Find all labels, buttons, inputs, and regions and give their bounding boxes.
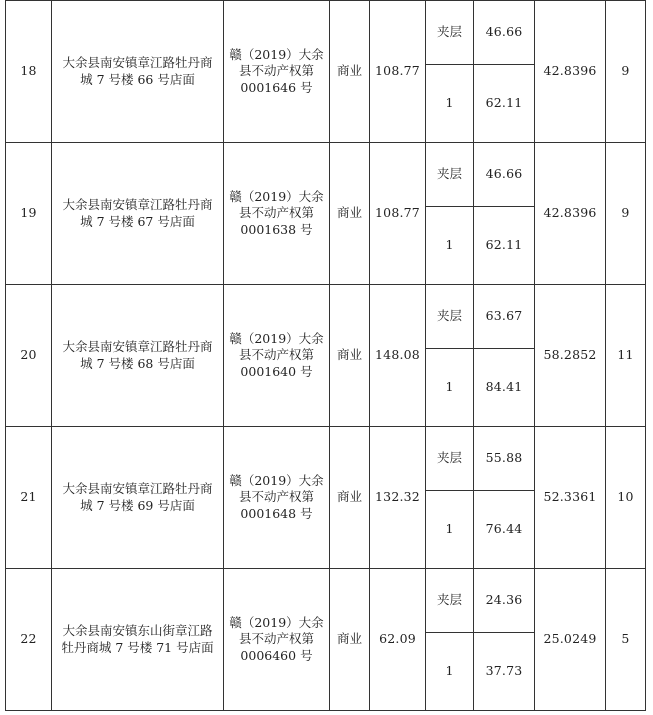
item-count: 9 [606,143,646,285]
address-line: 大余县南安镇章江路牡丹商 [62,55,213,71]
floor-area: 76.44 [474,491,535,569]
property-address [52,427,224,569]
floor-area: 62.11 [474,65,535,143]
assessed-value: 25.0249 [535,569,606,711]
address-line: 大余县南安镇东山街章江路 [62,623,213,639]
usage-type: 商业 [330,1,370,143]
certificate-line: 赣（2019）大余 [229,473,324,489]
row-number: 21 [6,427,52,569]
address-line: 城 7 号楼 68 号店面 [80,355,195,371]
floor-label: 1 [426,633,474,711]
usage-type: 商业 [330,427,370,569]
row-number: 18 [6,1,52,143]
certificate-number [224,143,330,285]
certificate-line: 县不动产权第 [238,347,314,363]
item-count: 5 [606,569,646,711]
property-address [52,569,224,711]
certificate-line: 县不动产权第 [238,489,314,505]
floor-area: 62.11 [474,207,535,285]
address-line: 城 7 号楼 66 号店面 [80,71,195,87]
certificate-line: 县不动产权第 [238,63,314,79]
property-table [5,0,646,711]
floor-label: 1 [426,349,474,427]
certificate-line: 赣（2019）大余 [229,331,324,347]
floor-label: 夹层 [426,285,474,349]
item-count: 11 [606,285,646,427]
certificate-line: 县不动产权第 [238,205,314,221]
row-number: 19 [6,143,52,285]
floor-label: 夹层 [426,143,474,207]
property-address [52,143,224,285]
certificate-line: 赣（2019）大余 [229,47,324,63]
address-line: 大余县南安镇章江路牡丹商 [62,339,213,355]
certificate-number [224,427,330,569]
certificate-line: 赣（2019）大余 [229,615,324,631]
floor-area: 63.67 [474,285,535,349]
item-count: 9 [606,1,646,143]
table-row [6,143,646,207]
total-area: 62.09 [370,569,426,711]
table-row [6,285,646,349]
certificate-line: 赣（2019）大余 [229,189,324,205]
total-area: 148.08 [370,285,426,427]
address-line: 城 7 号楼 69 号店面 [80,497,195,513]
floor-label: 夹层 [426,1,474,65]
certificate-number [224,569,330,711]
usage-type: 商业 [330,285,370,427]
total-area: 108.77 [370,1,426,143]
certificate-line: 县不动产权第 [238,631,314,647]
certificate-number [224,285,330,427]
floor-label: 1 [426,65,474,143]
assessed-value: 42.8396 [535,143,606,285]
table-row [6,569,646,633]
continued-table-edge [5,710,647,715]
total-area: 108.77 [370,143,426,285]
floor-area: 37.73 [474,633,535,711]
total-area: 132.32 [370,427,426,569]
usage-type: 商业 [330,569,370,711]
address-line: 大余县南安镇章江路牡丹商 [62,197,213,213]
property-address [52,1,224,143]
floor-label: 1 [426,491,474,569]
certificate-line: 0001638 号 [240,221,313,237]
table-row [6,1,646,65]
property-table-body [6,1,646,711]
assessed-value: 58.2852 [535,285,606,427]
address-line: 城 7 号楼 67 号店面 [80,213,195,229]
table-row [6,427,646,491]
floor-area: 46.66 [474,1,535,65]
floor-area: 84.41 [474,349,535,427]
usage-type: 商业 [330,143,370,285]
floor-label: 1 [426,207,474,285]
certificate-line: 0001648 号 [240,505,313,521]
certificate-line: 0006460 号 [240,647,313,663]
item-count: 10 [606,427,646,569]
floor-area: 24.36 [474,569,535,633]
address-line: 牡丹商城 7 号楼 71 号店面 [61,639,214,655]
floor-label: 夹层 [426,569,474,633]
floor-label: 夹层 [426,427,474,491]
row-number: 22 [6,569,52,711]
property-address [52,285,224,427]
certificate-line: 0001640 号 [240,363,313,379]
assessed-value: 52.3361 [535,427,606,569]
row-number: 20 [6,285,52,427]
assessed-value: 42.8396 [535,1,606,143]
floor-area: 55.88 [474,427,535,491]
address-line: 大余县南安镇章江路牡丹商 [62,481,213,497]
certificate-number [224,1,330,143]
certificate-line: 0001646 号 [240,79,313,95]
floor-area: 46.66 [474,143,535,207]
